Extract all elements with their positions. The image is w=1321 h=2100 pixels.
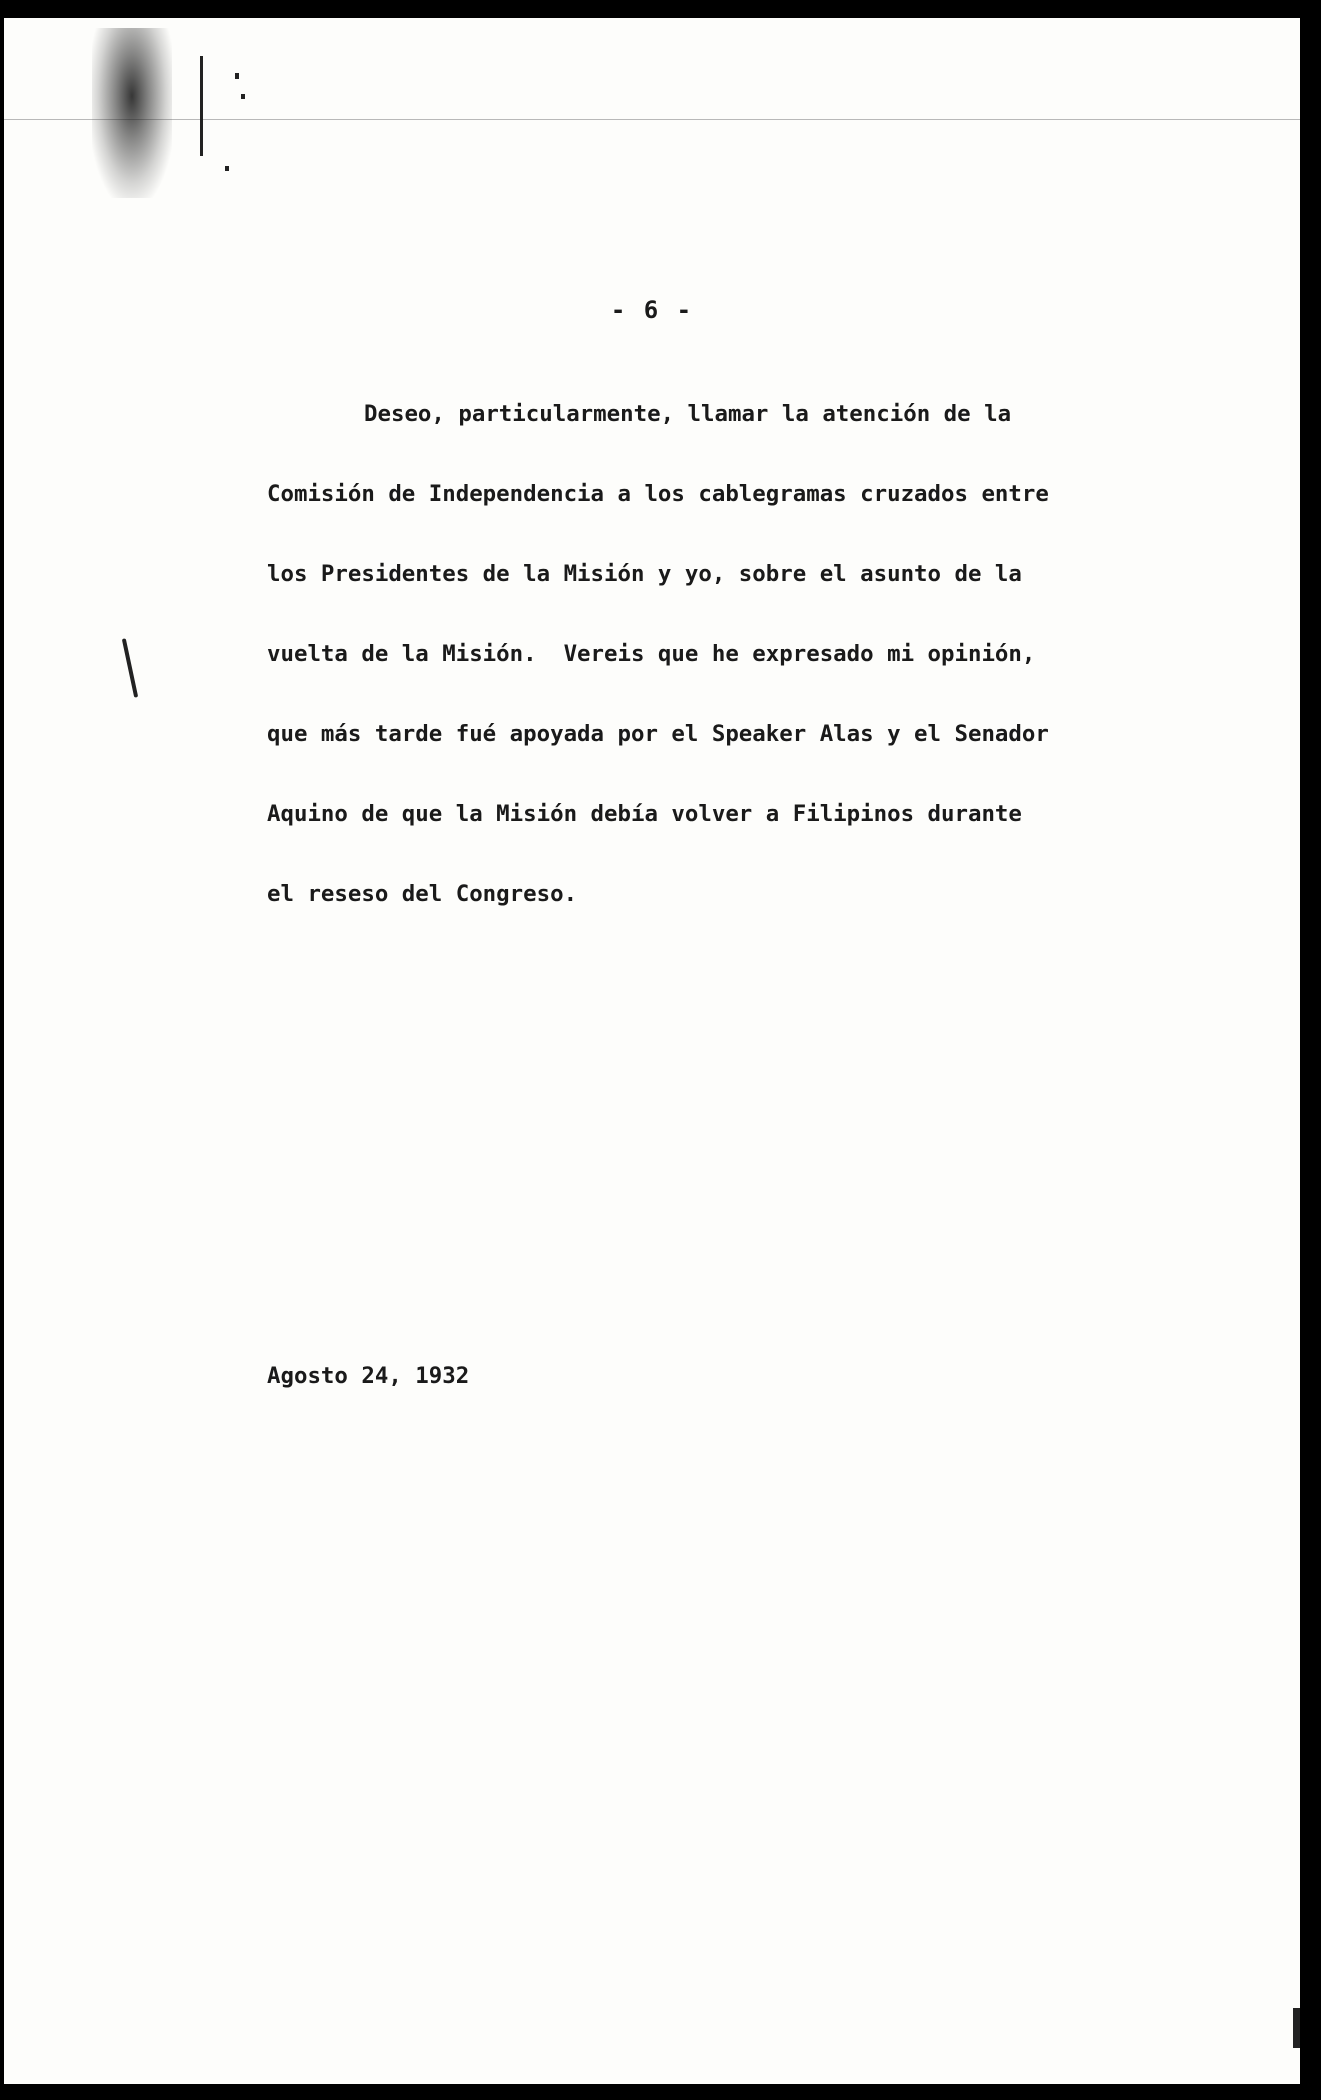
margin-mark [1293, 2008, 1300, 2048]
body-paragraph [267, 374, 1197, 934]
paragraph-line: Comisión de Independencia a los cablegramas cruzados entre [267, 481, 1049, 507]
margin-mark [241, 94, 245, 99]
document-date: Agosto 24, 1932 [267, 1363, 470, 1389]
margin-mark [200, 56, 203, 156]
paragraph-line: Aquino de que la Misión debía volver a Filipinos durante [267, 801, 1022, 827]
paragraph-line: Deseo, particularmente, llamar la atención de la [364, 401, 1012, 427]
page-number: - 6 - [610, 296, 694, 324]
paragraph-line: los Presidentes de la Misión y yo, sobre el asunto de la [267, 561, 1022, 587]
paragraph-line: que más tarde fué apoyada por el Speaker Alas y el Senador [267, 721, 1049, 747]
margin-mark [225, 166, 229, 171]
document-page [4, 18, 1300, 2084]
top-rule-line [4, 119, 1300, 120]
margin-mark [122, 638, 138, 698]
margin-mark [235, 73, 239, 79]
paragraph-line: vuelta de la Misión. Vereis que he expresado mi opinión, [267, 641, 1036, 667]
paragraph-line: el reseso del Congreso. [267, 881, 578, 907]
ink-smudge [92, 28, 172, 198]
